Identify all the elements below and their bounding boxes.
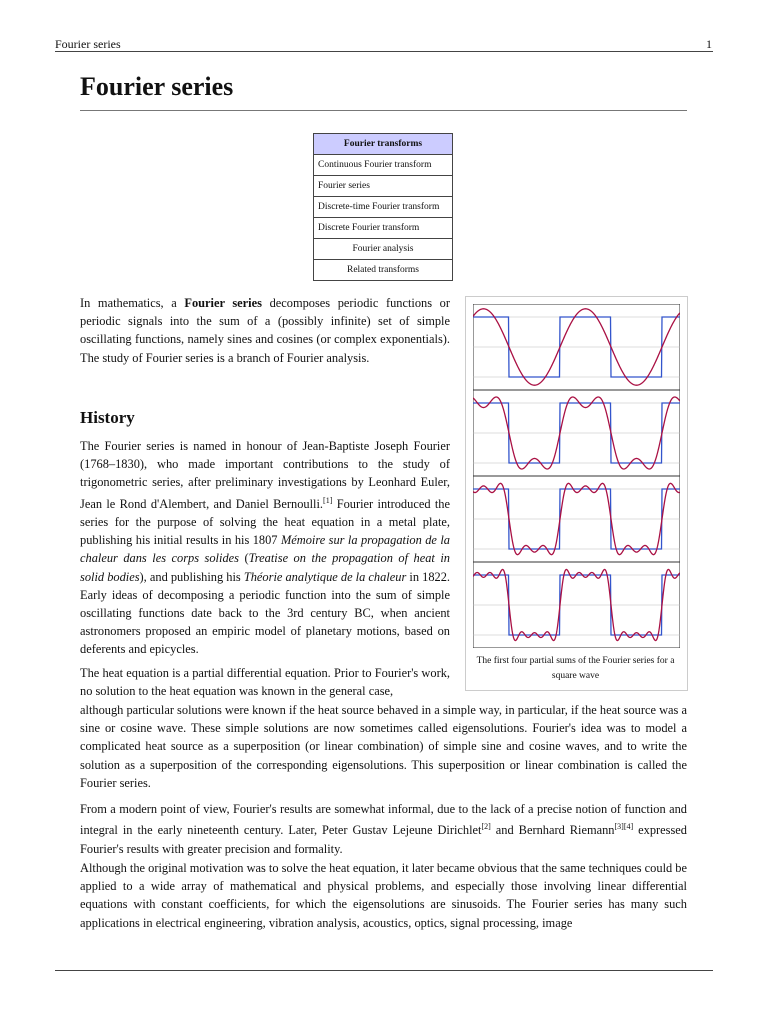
navbox-link-discrete-time-fourier-transform[interactable]: Discrete-time Fourier transform (314, 197, 453, 218)
citation-3-4[interactable]: [3][4] (614, 822, 634, 832)
page-number: 1 (706, 37, 712, 51)
citation-1[interactable]: [1] (323, 495, 333, 505)
running-header-title: Fourier series (55, 37, 121, 51)
navbox-link-discrete-fourier-transform[interactable]: Discrete Fourier transform (314, 218, 453, 239)
history-paragraph-1: The Fourier series is named in honour of Jean-Baptiste Joseph Fourier (1768–1830), who made important contributions to the study of trigonometric series, after preliminary investigations by Leonhard Euler, Jean le Rond d'Alembert, and Daniel Bernoulli.[1] Fourier introduced the series for the purpose of solving the heat equation in a metal plate, publishing his initial results in his 1807 Mémoire sur la propagation de la chaleur dans les corps solides (Treatise on the propagation of heat in solid bodies), and publishing his Théorie analytique de la chaleur in 1822. Early ideas of decomposing a periodic function into the sum of simple oscillating functions date back to the 3rd century BC, when ancient astronomers proposed an empiric model of planetary motions, based on deferents and epicycles. (80, 439, 450, 657)
navbox-link-fourier-series[interactable]: Fourier series (314, 176, 453, 197)
history-paragraph-2: although particular solutions were known if the heat source behaved in a simple way, in particular, if the heat source was a sine or cosine wave. These simple solutions are now sometimes called eigensolutions. Fourier's idea was to model a complicated heat source as a superposition (or linear combination) of simple sine and cosine waves, and to write the solution as a superposition of the corresponding eigensolutions. This superposition or linear combination is called the Fourier series. (80, 703, 687, 790)
figure-caption: The first four partial sums of the Fourier series for a square wave (476, 656, 675, 681)
header-rule (55, 51, 713, 52)
history-heading: History (80, 408, 135, 427)
intro-paragraph: In mathematics, a Fourier series decomposes periodic functions or periodic signals into the sum of a (possibly infinite) set of simple oscillating functions, namely sines and cosines (or complex exponentials). The study of Fourier series is a branch of Fourier analysis. (80, 296, 450, 365)
footer-rule (55, 970, 713, 971)
navbox-title: Fourier transforms (314, 134, 453, 155)
history-paragraph-3: From a modern point of view, Fourier's results are somewhat informal, due to the lack of a precise notion of function and integral in the early nineteenth century. Later, Peter Gustav Lejeune Dirichlet[2] and Bernhard Riemann[3][4] expressed Fourier's results with greater precision and formality. (80, 802, 687, 856)
fourier-series-term: Fourier series (184, 296, 262, 310)
history-paragraph-2-top: The heat equation is a partial differential equation. Prior to Fourier's work, no solution to the heat equation was known in the general case, (80, 666, 450, 699)
history-paragraph-4: Although the original motivation was to solve the heat equation, it later became obvious that the same techniques could be applied to a wide array of mathematical and physical problems, and especially those involving linear differential equations with constant coefficients, for which the eigensolutions are sinusoids. The Fourier series has many such applications in electrical engineering, vibration analysis, acoustics, optics, signal processing, image (80, 861, 687, 930)
fourier-transforms-navbox (313, 133, 453, 281)
fourier-partial-sums-plot (473, 304, 680, 648)
title-underline (80, 110, 687, 111)
article-title: Fourier series (80, 72, 234, 101)
navbox-link-continuous-fourier-transform[interactable]: Continuous Fourier transform (314, 155, 453, 176)
navbox-link-related-transforms[interactable]: Related transforms (314, 260, 453, 281)
navbox-link-fourier-analysis[interactable]: Fourier analysis (314, 239, 453, 260)
square-wave-figure (465, 296, 688, 691)
citation-2[interactable]: [2] (481, 822, 491, 832)
